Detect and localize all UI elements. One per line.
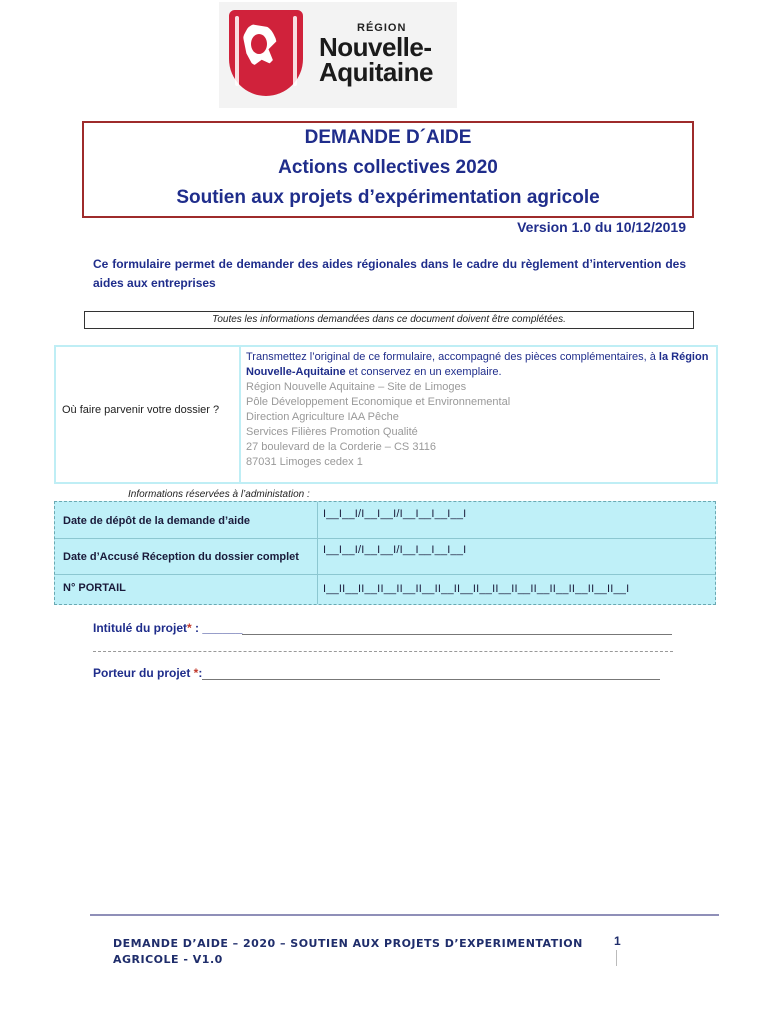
footer-rule [90,914,719,916]
admin-row [55,539,715,575]
receipt-date-label: Date d’Accusé Réception du dossier complet [63,551,299,563]
admin-row [55,575,715,604]
address-line: 27 boulevard de la Corderie – CS 3116 [246,441,436,453]
title-box [82,121,694,218]
logo-region-label: RÉGION [357,22,407,34]
submission-instructions: Transmettez l’original de ce formulaire, accompagné des pièces complémentaires, à la Région Nouvelle-Aquitaine et conservez en un exemplaire. Région Nouvelle Aquitaine – Site de Limoges Pôle Développement Economique et Environnemental Direction Agriculture IAA Pêche Services Filières Promotion Qualité 27 boulevard de la Corderie – CS 3116 87031 Limoges cedex 1 [246,350,711,470]
admin-table [54,501,716,605]
version-label: Version 1.0 du 10/12/2019 [517,219,686,235]
page-number: 1 [614,934,621,948]
admin-reserved-label: Informations réservées à l’administation : [128,489,310,500]
address-line: Région Nouvelle Aquitaine – Site de Limoges [246,381,467,393]
admin-row [55,502,715,539]
portal-number-field[interactable]: I__II__II__II__II__II__II__II__II__II__II__II__II__II__II__II__I [323,583,630,595]
address-line: Direction Agriculture IAA Pêche [246,411,399,423]
address-line: Services Filières Promotion Qualité [246,426,418,438]
receipt-date-field[interactable]: I__I__I/I__I__I/I__I__I__I__I [323,544,467,556]
title-line3: Soutien aux projets d’expérimentation agricole [176,187,600,208]
title-line2: Actions collectives 2020 [278,157,498,178]
submission-info-table [54,345,718,484]
logo-name-line1: Nouvelle- [319,32,432,62]
portal-number-label: N° PORTAIL [63,582,126,594]
title-line1: DEMANDE D´AIDE [304,127,472,148]
required-mark: * [187,621,192,635]
address-line: 87031 Limoges cedex 1 [246,456,363,468]
address-line: Pôle Développement Economique et Environnemental [246,396,511,408]
project-holder-input-line[interactable] [202,667,660,680]
intro-text: Ce formulaire permet de demander des aides régionales dans le cadre du règlement d’intervention des aides aux entreprises [93,257,686,290]
continuation-line [93,651,673,652]
required-mark: * [193,666,199,680]
deposit-date-field[interactable]: I__I__I/I__I__I/I__I__I__I__I [323,508,467,520]
project-holder-field[interactable]: Porteur du projet *: [93,666,660,680]
region-logo [219,2,457,108]
completion-notice: Toutes les informations demandées dans ce document doivent être complétées. [84,311,694,329]
project-title-input-line[interactable] [242,622,672,635]
footer-text: DEMANDE D’AIDE – 2020 – SOUTIEN AUX PROJETS D’EXPERIMENTATION AGRICOLE - V1.0 [113,937,583,966]
submission-question: Où faire parvenir votre dossier ? [62,404,220,416]
logo-name-line2: Aquitaine [319,57,433,87]
project-title-field[interactable]: Intitulé du projet* : ______ [93,621,672,635]
region-name-bold: la Région Nouvelle-Aquitaine [246,351,709,378]
deposit-date-label: Date de dépôt de la demande d’aide [63,515,251,527]
